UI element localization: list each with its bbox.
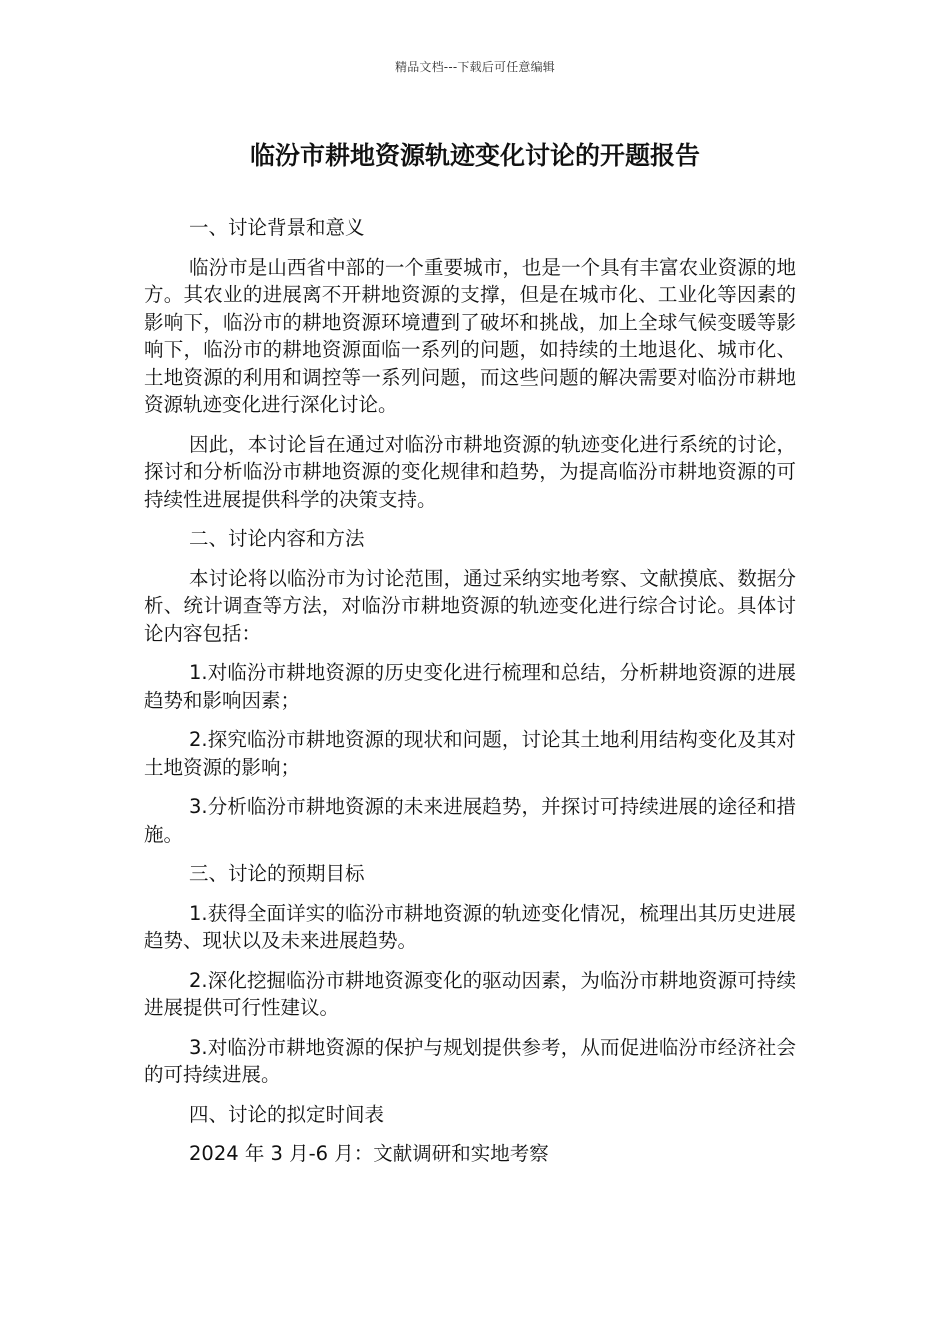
list-item-goal-2: 2.深化挖掘临汾市耕地资源变化的驱动因素，为临汾市耕地资源可持续进展提供可行性建议。 (144, 968, 796, 1019)
paragraph-purpose: 因此，本讨论旨在通过对临汾市耕地资源的轨迹变化进行系统的讨论，探讨和分析临汾市耕地资源的变化规律和趋势，为提高临汾市耕地资源的可持续性进展提供科学的决策支持。 (144, 432, 796, 511)
paragraph-methods: 本讨论将以临汾市为讨论范围，通过采纳实地考察、文献摸底、数据分析、统计调查等方法，对临汾市耕地资源的轨迹变化进行综合讨论。具体讨论内容包括： (144, 566, 796, 645)
section-heading-schedule: 四、讨论的拟定时间表 (189, 1102, 385, 1126)
section-heading-content-methods: 二、讨论内容和方法 (189, 527, 365, 550)
list-item-content-1: 1.对临汾市耕地资源的历史变化进行梳理和总结，分析耕地资源的进展趋势和影响因素； (144, 661, 796, 712)
list-item-goal-3: 3.对临汾市耕地资源的保护与规划提供参考，从而促进临汾市经济社会的可持续进展。 (144, 1035, 796, 1086)
paragraph-background: 临汾市是山西省中部的一个重要城市，也是一个具有丰富农业资源的地方。其农业的进展离不开耕地资源的支撑，但是在城市化、工业化等因素的影响下，临汾市的耕地资源环境遭到了破坏和挑战，加上全球气候变暖等影响下，临汾市的耕地资源面临一系列的问题，如持续的土地退化、城市化、土地资源的利用和调控等一系列问题，而这些问题的解决需要对临汾市耕地资源轨迹变化进行深化讨论。 (144, 255, 796, 416)
list-item-content-3: 3.分析临汾市耕地资源的未来进展趋势，并探讨可持续进展的途径和措施。 (144, 795, 796, 846)
header-note: 精品文档---下载后可任意编辑 (395, 60, 555, 74)
section-heading-goals: 三、讨论的预期目标 (189, 862, 365, 885)
list-item-goal-1: 1.获得全面详实的临汾市耕地资源的轨迹变化情况，梳理出其历史进展趋势、现状以及未来进展趋势。 (144, 901, 796, 952)
list-item-content-2: 2.探究临汾市耕地资源的现状和问题，讨论其土地利用结构变化及其对土地资源的影响； (144, 728, 796, 779)
document-body (144, 214, 796, 1180)
section-heading-background: 一、讨论背景和意义 (189, 216, 365, 239)
document-title: 临汾市耕地资源轨迹变化讨论的开题报告 (249, 141, 700, 170)
schedule-item-1: 2024 年 3 月-6 月：文献调研和实地考察 (189, 1142, 549, 1165)
